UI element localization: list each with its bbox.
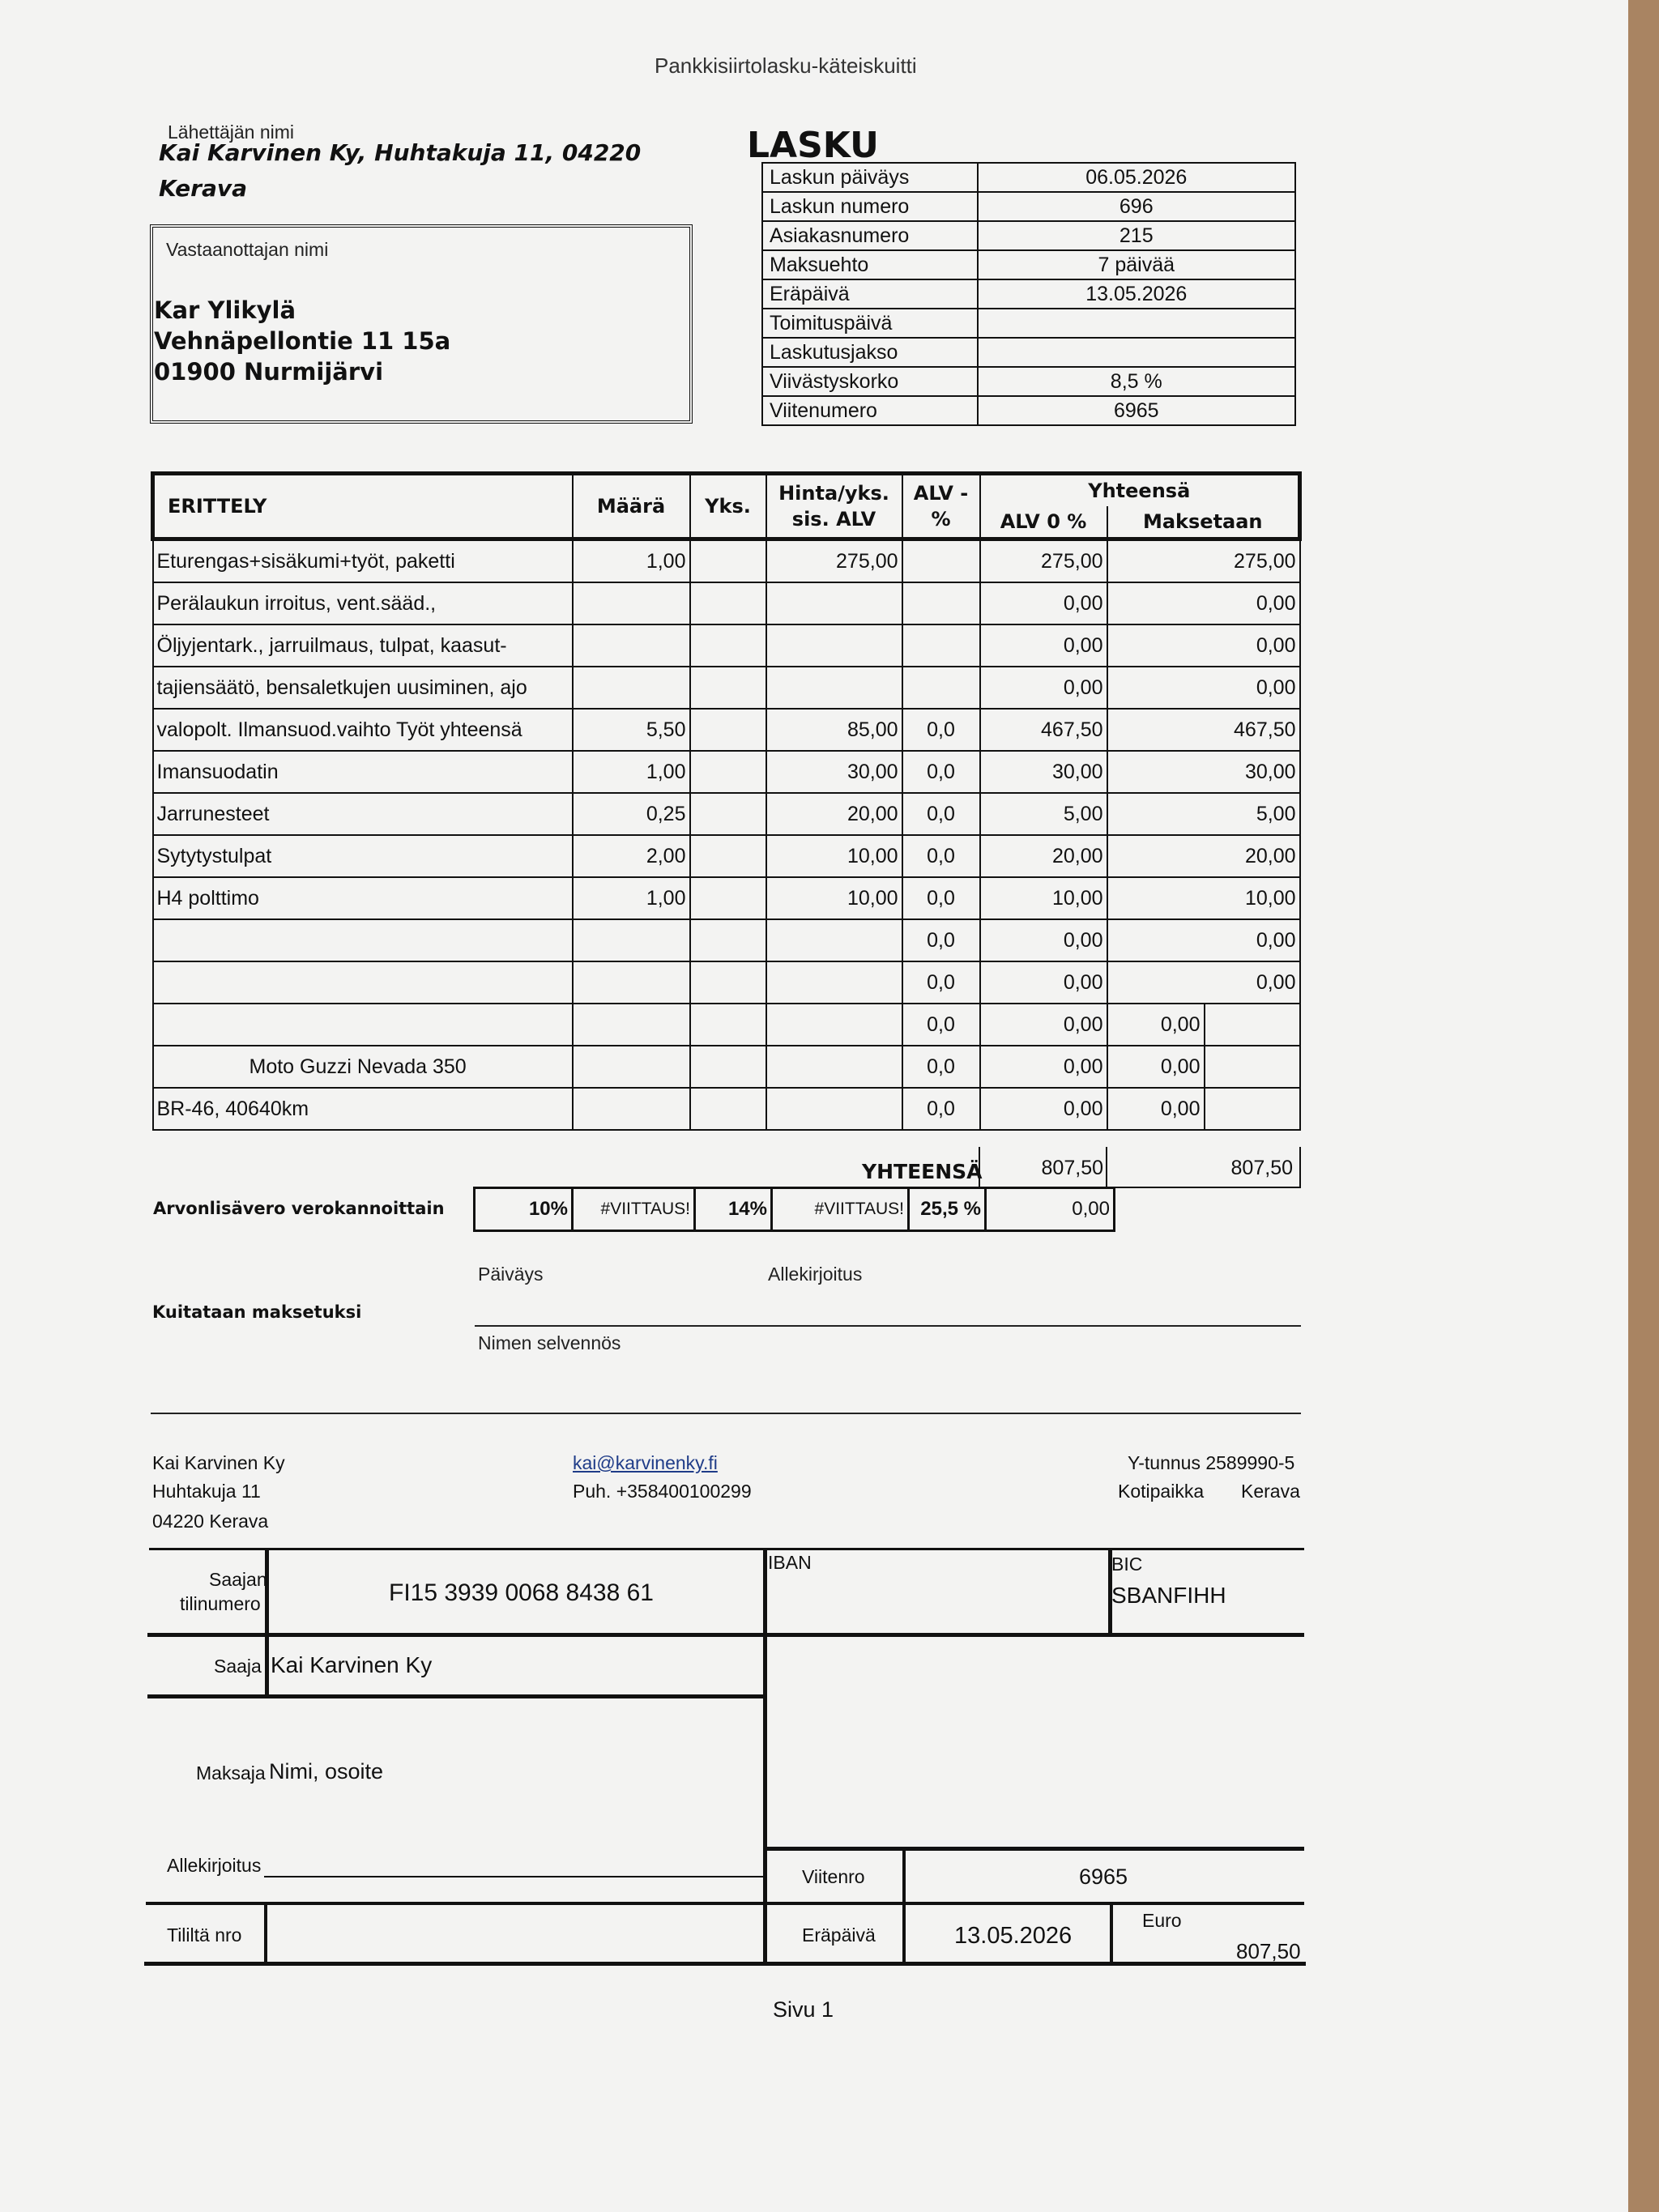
bank-euro-label: Euro (1142, 1910, 1182, 1931)
item-price (766, 961, 902, 1004)
item-price (766, 667, 902, 709)
invoice-info-value: 6965 (978, 396, 1295, 425)
item-row (153, 919, 1300, 961)
item-row (153, 624, 1300, 667)
item-alv0: 275,00 (980, 539, 1107, 583)
bank-form-viite-line (763, 1847, 1304, 1851)
item-vat (902, 582, 980, 624)
item-row (153, 1004, 1300, 1046)
footer-kotipaikka: Kerava (1241, 1481, 1300, 1502)
item-vat: 0,0 (902, 835, 980, 877)
item-unit (690, 1004, 766, 1046)
item-vat: 0,0 (902, 709, 980, 751)
item-row (153, 709, 1300, 751)
item-row (153, 1046, 1300, 1088)
footer-city: 04220 Kerava (152, 1511, 269, 1532)
bank-saaja: Kai Karvinen Ky (271, 1652, 433, 1677)
bank-viitenro: 6965 (1079, 1865, 1128, 1889)
bank-form-saaja-line (147, 1694, 766, 1698)
bank-viitenro-label: Viitenro (802, 1866, 865, 1887)
item-unit (690, 624, 766, 667)
bank-iban-label: IBAN (768, 1552, 812, 1573)
item-pay: 467,50 (1107, 709, 1300, 751)
item-qty (573, 624, 690, 667)
item-pay: 275,00 (1107, 539, 1300, 583)
item-desc (153, 1004, 573, 1046)
invoice-info-row (762, 279, 1295, 309)
invoice-info-label: Laskutusjakso (762, 338, 978, 367)
bank-form-euro-divider (1110, 1902, 1113, 1964)
item-alv0: 0,00 (980, 1088, 1107, 1130)
col-header-price-line1: Hinta/yks. (778, 482, 889, 505)
item-alv0: 0,00 (980, 667, 1107, 709)
item-vat: 0,0 (902, 1046, 980, 1088)
item-pay: 0,00 (1107, 1004, 1205, 1046)
item-row (153, 539, 1300, 583)
item-unit (690, 877, 766, 919)
item-unit (690, 919, 766, 961)
bank-form-signature-line (264, 1876, 763, 1877)
item-qty: 5,50 (573, 709, 690, 751)
item-empty (1205, 1004, 1300, 1046)
item-qty (573, 1004, 690, 1046)
footer-kotipaikka-label: Kotipaikka (1118, 1481, 1205, 1502)
receipt-name-clarification: Nimen selvennös (478, 1332, 621, 1353)
item-vat: 0,0 (902, 1088, 980, 1130)
item-desc (153, 961, 573, 1004)
item-qty (573, 919, 690, 961)
item-row (153, 877, 1300, 919)
item-vat (902, 539, 980, 583)
item-pay: 20,00 (1107, 835, 1300, 877)
invoice-info-label: Laskun päiväys (762, 163, 978, 192)
invoice-info-label: Viivästyskorko (762, 367, 978, 396)
item-qty (573, 667, 690, 709)
invoice-info-row (762, 309, 1295, 338)
vat-amount-3: 0,00 (986, 1188, 1115, 1231)
totals-label: YHTEENSÄ (862, 1160, 983, 1183)
bank-euro: 807,50 (1236, 1939, 1301, 1963)
recipient-label: Vastaanottajan nimi (166, 239, 329, 260)
sender-label: Lähettäjän nimi (168, 121, 294, 143)
bank-erapaiva-label: Eräpäivä (802, 1924, 876, 1946)
item-pay: 0,00 (1107, 667, 1300, 709)
vat-rate-3: 25,5 % (909, 1188, 986, 1231)
invoice-info-label: Viitenumero (762, 396, 978, 425)
item-unit (690, 751, 766, 793)
item-unit (690, 793, 766, 835)
item-price: 10,00 (766, 877, 902, 919)
item-desc: BR-46, 40640km (153, 1088, 573, 1130)
recipient-city: 01900 Nurmijärvi (154, 358, 384, 386)
invoice-info-row (762, 221, 1295, 250)
bank-tililta-label: Tililtä nro (167, 1924, 242, 1946)
item-row (153, 582, 1300, 624)
vat-breakdown-table (473, 1187, 1115, 1232)
invoice-info-value (978, 338, 1295, 367)
invoice-info-row (762, 163, 1295, 192)
item-alv0: 0,00 (980, 624, 1107, 667)
item-alv0: 5,00 (980, 793, 1107, 835)
receipt-label: Kuitataan maksetuksi (152, 1302, 362, 1322)
item-vat: 0,0 (902, 961, 980, 1004)
footer-phone: Puh. +358400100299 (573, 1481, 752, 1502)
item-pay: 0,00 (1107, 582, 1300, 624)
item-vat: 0,0 (902, 1004, 980, 1046)
total-pay: 807,50 (1230, 1157, 1293, 1179)
vat-amount-2: #VIITTAUS! (772, 1188, 909, 1231)
totals-divider (1106, 1147, 1107, 1187)
item-desc (153, 919, 573, 961)
item-row (153, 793, 1300, 835)
item-price: 10,00 (766, 835, 902, 877)
bank-form-tililta-line (146, 1902, 1304, 1905)
invoice-info-value: 215 (978, 221, 1295, 250)
item-desc: Moto Guzzi Nevada 350 (153, 1046, 573, 1088)
item-price (766, 624, 902, 667)
item-pay: 0,00 (1107, 624, 1300, 667)
invoice-info-value: 7 päivää (978, 250, 1295, 279)
item-unit (690, 582, 766, 624)
item-unit (690, 835, 766, 877)
col-header-vat-line2: % (931, 508, 951, 531)
footer-email-link[interactable]: kai@karvinenky.fi (573, 1452, 718, 1473)
items-table (151, 471, 1302, 1131)
item-desc: tajiensäätö, bensaletkujen uusiminen, ajo (153, 667, 573, 709)
item-vat: 0,0 (902, 751, 980, 793)
vat-breakdown-label: Arvonlisävero verokannoittain (153, 1199, 445, 1218)
col-header-vat-line1: ALV - (913, 482, 969, 505)
invoice-info-row (762, 396, 1295, 425)
item-row (153, 961, 1300, 1004)
item-qty: 1,00 (573, 751, 690, 793)
item-qty (573, 1046, 690, 1088)
item-pay: 0,00 (1107, 961, 1300, 1004)
item-desc: Imansuodatin (153, 751, 573, 793)
item-price (766, 1088, 902, 1130)
item-unit (690, 709, 766, 751)
vat-rate-1: 10% (475, 1188, 573, 1231)
bank-form-row1-line (147, 1633, 1304, 1637)
item-qty: 1,00 (573, 877, 690, 919)
item-vat: 0,0 (902, 919, 980, 961)
vat-rate-2: 14% (695, 1188, 772, 1231)
item-desc: Eturengas+sisäkumi+työt, paketti (153, 539, 573, 583)
item-pay: 0,00 (1107, 1046, 1205, 1088)
receipt-signature-label: Allekirjoitus (768, 1264, 863, 1285)
item-alv0: 0,00 (980, 919, 1107, 961)
item-desc: Jarrunesteet (153, 793, 573, 835)
item-qty (573, 961, 690, 1004)
bank-saaja-label: Saaja (214, 1656, 262, 1677)
receipt-date-label: Päiväys (478, 1264, 544, 1285)
col-header-price (766, 474, 902, 539)
item-qty (573, 1088, 690, 1130)
col-header-price-line2: sis. ALV (791, 508, 876, 531)
item-vat (902, 667, 980, 709)
item-alv0: 0,00 (980, 1046, 1107, 1088)
item-alv0: 10,00 (980, 877, 1107, 919)
invoice-info-label: Asiakasnumero (762, 221, 978, 250)
item-row (153, 835, 1300, 877)
item-row (153, 667, 1300, 709)
item-unit (690, 667, 766, 709)
item-price (766, 1004, 902, 1046)
invoice-heading: LASKU (747, 125, 879, 166)
item-alv0: 0,00 (980, 582, 1107, 624)
col-header-unit: Yks. (690, 474, 766, 539)
footer-company: Kai Karvinen Ky (152, 1452, 285, 1473)
item-vat: 0,0 (902, 793, 980, 835)
item-price: 20,00 (766, 793, 902, 835)
footer-ytunnus: Y-tunnus 2589990-5 (1128, 1452, 1295, 1473)
item-qty (573, 582, 690, 624)
footer-street: Huhtakuja 11 (152, 1481, 261, 1502)
item-pay: 0,00 (1107, 1088, 1205, 1130)
total-alv0: 807,50 (1041, 1157, 1103, 1179)
item-pay: 10,00 (1107, 877, 1300, 919)
invoice-info-row (762, 338, 1295, 367)
item-alv0: 467,50 (980, 709, 1107, 751)
vat-amount-1: #VIITTAUS! (573, 1188, 695, 1231)
bank-bic-label: BIC (1111, 1554, 1143, 1575)
item-unit (690, 1088, 766, 1130)
item-vat (902, 624, 980, 667)
item-desc: Öljyjentark., jarruilmaus, tulpat, kaasut- (153, 624, 573, 667)
item-price (766, 919, 902, 961)
invoice-info-value: 8,5 % (978, 367, 1295, 396)
bank-form-bottom-line (144, 1962, 1306, 1966)
col-header-qty: Määrä (573, 474, 690, 539)
invoice-info-label: Eräpäivä (762, 279, 978, 309)
invoice-info-row (762, 250, 1295, 279)
item-pay: 0,00 (1107, 919, 1300, 961)
item-qty: 2,00 (573, 835, 690, 877)
item-vat: 0,0 (902, 877, 980, 919)
item-desc: Sytytystulpat (153, 835, 573, 877)
bank-saajan-label-2: tilinumero (180, 1593, 261, 1614)
item-unit (690, 539, 766, 583)
invoice-info-label: Toimituspäivä (762, 309, 978, 338)
invoice-info-value: 06.05.2026 (978, 163, 1295, 192)
item-row (153, 751, 1300, 793)
bank-form-top-line (149, 1548, 1304, 1550)
invoice-info-value: 696 (978, 192, 1295, 221)
invoice-info-table (761, 162, 1296, 426)
item-unit (690, 961, 766, 1004)
invoice-info-row (762, 367, 1295, 396)
bank-maksaja-hint: Nimi, osoite (269, 1759, 384, 1784)
page-title: Pankkisiirtolasku-käteiskuitti (655, 53, 917, 78)
item-desc: H4 polttimo (153, 877, 573, 919)
item-row (153, 1088, 1300, 1130)
item-unit (690, 1046, 766, 1088)
recipient-street: Vehnäpellontie 11 15a (154, 327, 451, 355)
bank-form-tililta-divider (264, 1902, 267, 1964)
item-price: 275,00 (766, 539, 902, 583)
bank-maksaja-label: Maksaja (196, 1762, 266, 1784)
item-alv0: 20,00 (980, 835, 1107, 877)
item-alv0: 0,00 (980, 961, 1107, 1004)
item-price: 85,00 (766, 709, 902, 751)
item-pay: 5,00 (1107, 793, 1300, 835)
item-price: 30,00 (766, 751, 902, 793)
bank-saajan-label-1: Saajan (209, 1569, 267, 1590)
receipt-signature-line (475, 1325, 1301, 1327)
col-header-desc: ERITTELY (153, 474, 573, 539)
item-qty: 0,25 (573, 793, 690, 835)
bank-allekirjoitus-label: Allekirjoitus (167, 1855, 262, 1876)
invoice-info-value (978, 309, 1295, 338)
invoice-info-label: Maksuehto (762, 250, 978, 279)
col-header-total: Yhteensä (980, 474, 1300, 507)
col-header-vat (902, 474, 980, 539)
col-header-pay: Maksetaan (1107, 506, 1300, 539)
item-pay: 30,00 (1107, 751, 1300, 793)
item-desc: valopolt. Ilmansuod.vaihto Työt yhteensä (153, 709, 573, 751)
sender-line2: Kerava (159, 175, 248, 202)
item-qty: 1,00 (573, 539, 690, 583)
col-header-alv0: ALV 0 % (980, 506, 1107, 539)
item-empty (1205, 1046, 1300, 1088)
bank-form-viite-divider (902, 1847, 906, 1964)
footer-divider (151, 1413, 1301, 1414)
bank-bic: SBANFIHH (1111, 1583, 1226, 1608)
invoice-info-row (762, 192, 1295, 221)
item-price (766, 582, 902, 624)
item-alv0: 0,00 (980, 1004, 1107, 1046)
bank-account: FI15 3939 0068 8438 61 (389, 1579, 654, 1606)
item-desc: Perälaukun irroitus, vent.sääd., (153, 582, 573, 624)
item-price (766, 1046, 902, 1088)
sender-line1: Kai Karvinen Ky, Huhtakuja 11, 04220 (159, 139, 642, 166)
item-alv0: 30,00 (980, 751, 1107, 793)
recipient-name: Kar Ylikylä (154, 296, 296, 324)
invoice-info-value: 13.05.2026 (978, 279, 1295, 309)
item-empty (1205, 1088, 1300, 1130)
bank-erapaiva: 13.05.2026 (954, 1923, 1073, 1949)
page-number: Sivu 1 (773, 1997, 834, 2022)
invoice-info-label: Laskun numero (762, 192, 978, 221)
